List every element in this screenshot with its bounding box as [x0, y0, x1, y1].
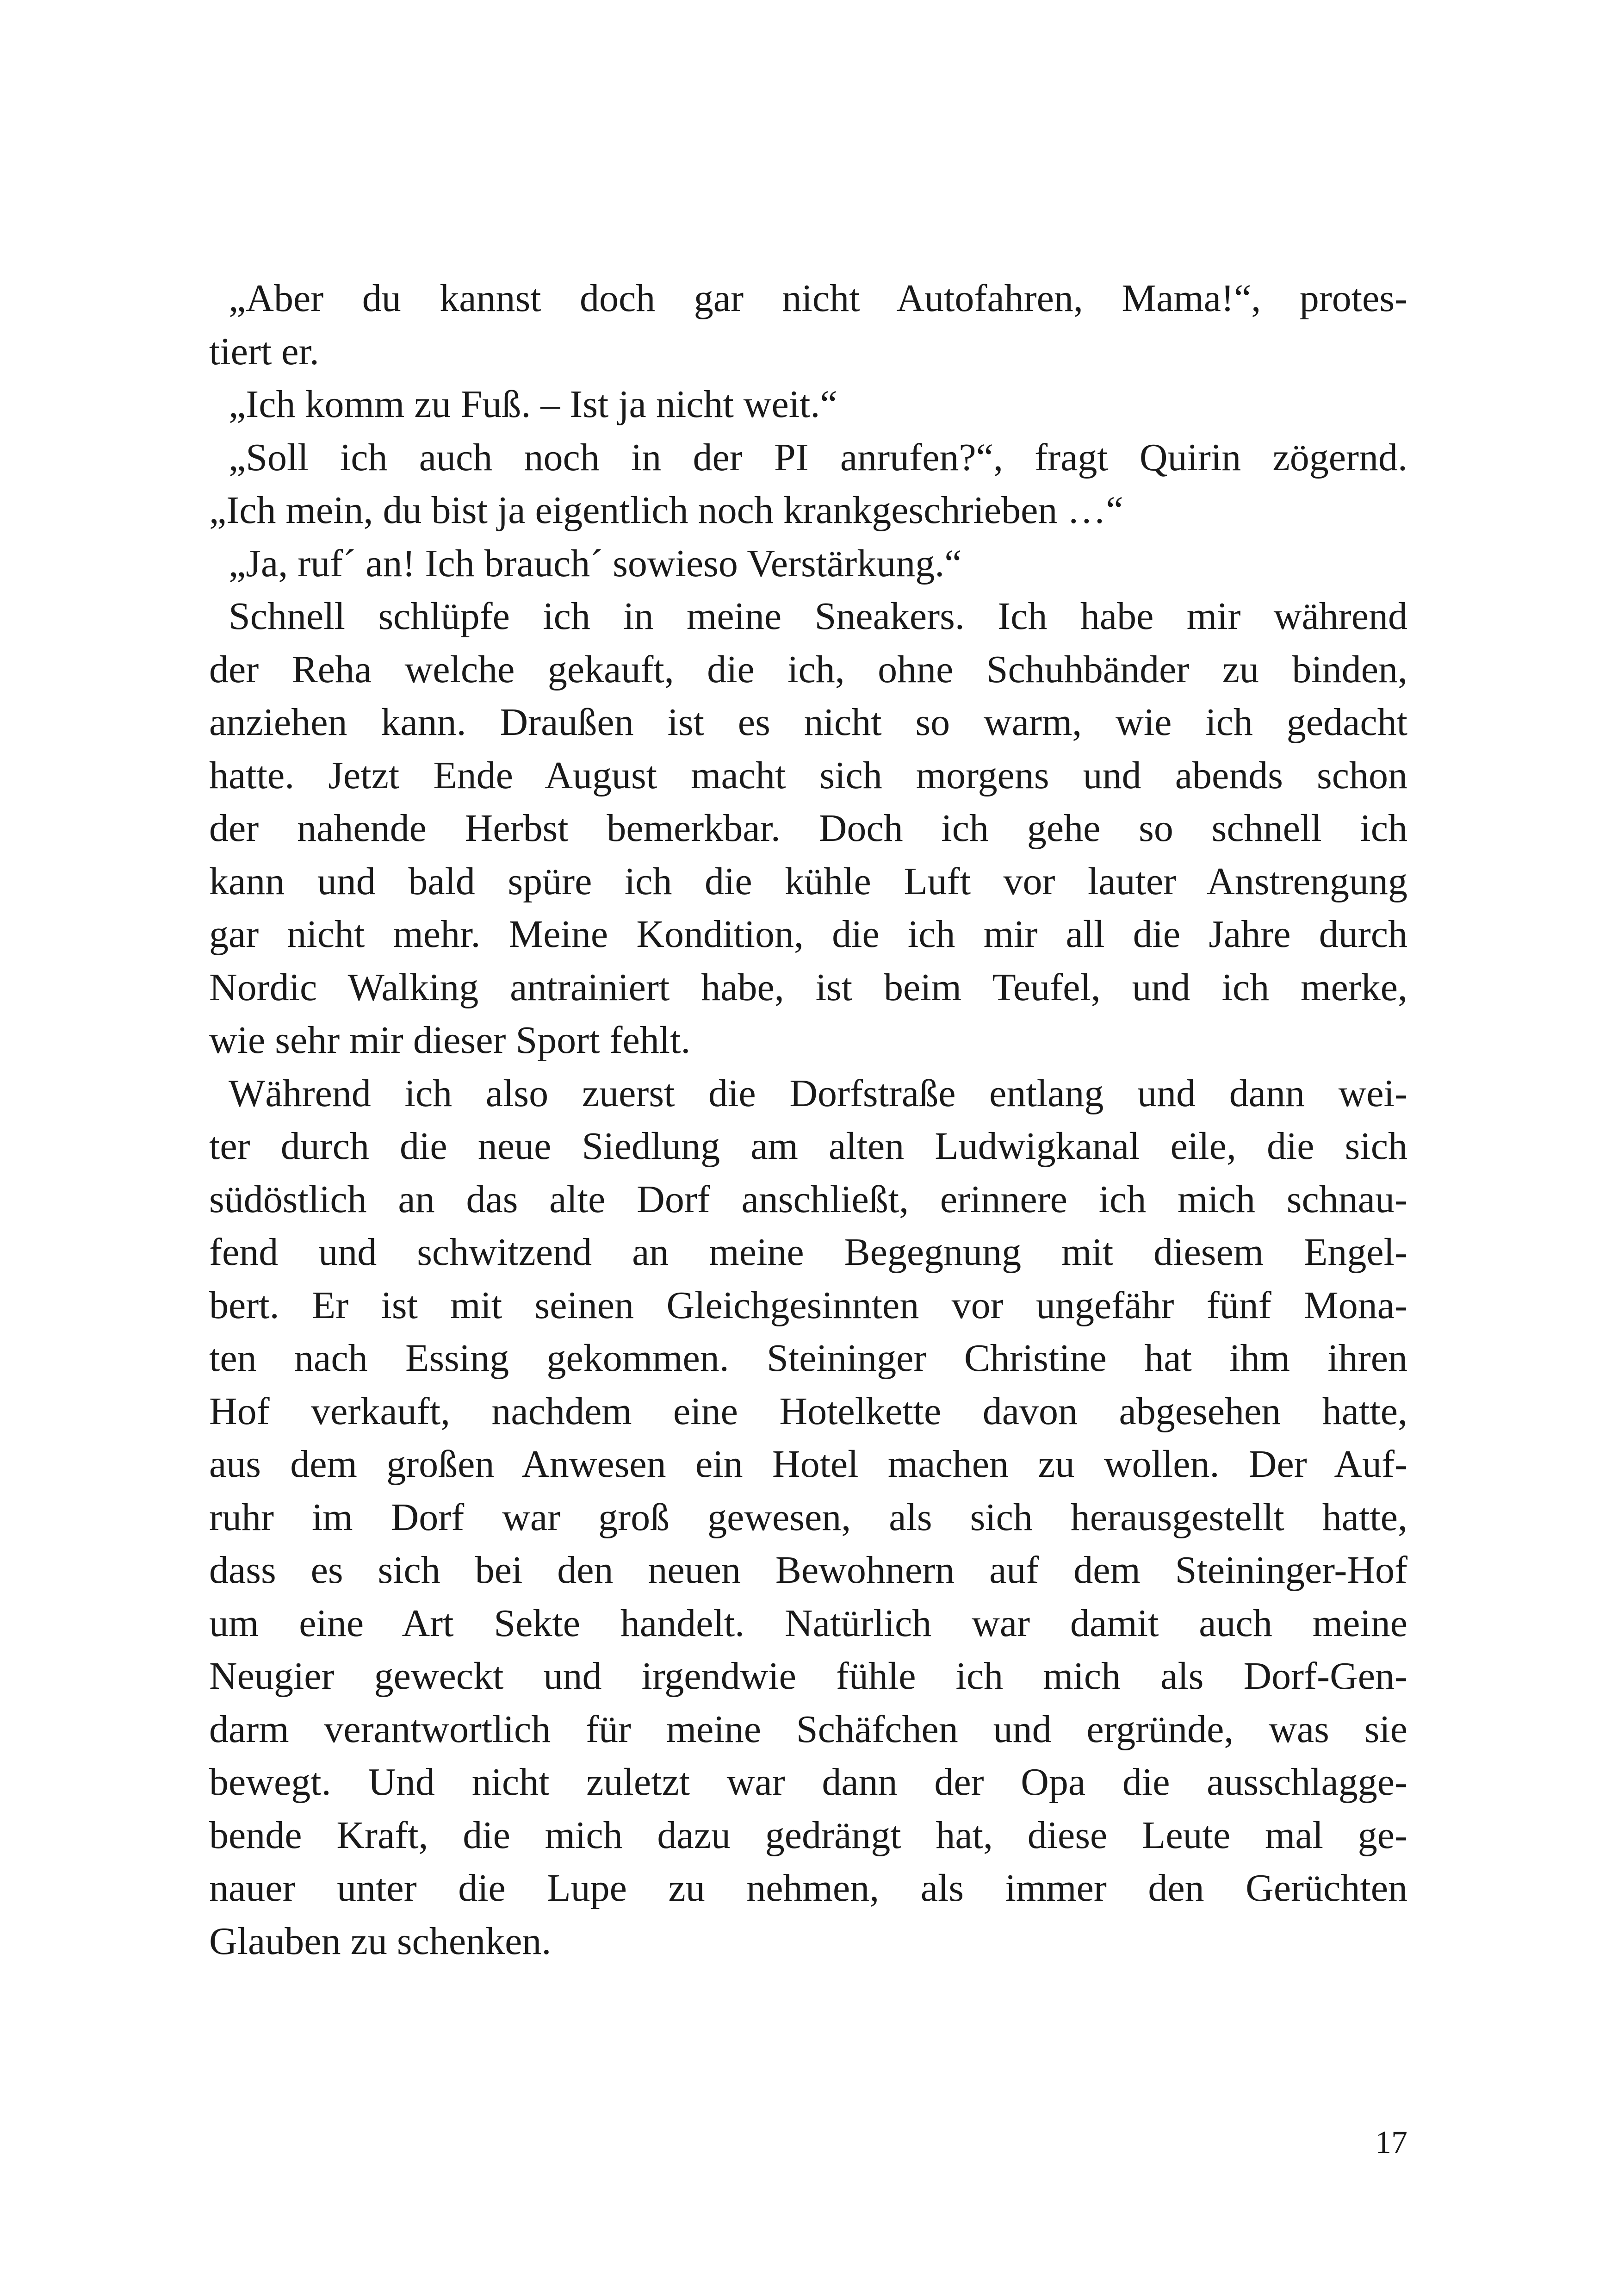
text-line: um eine Art Sekte handelt. Natürlich war damit auch meine [209, 1601, 1407, 1645]
text-line: südöstlich an das alte Dorf anschließt, erinnere ich mich schnau- [209, 1177, 1407, 1221]
text-line: bende Kraft, die mich dazu gedrängt hat, diese Leute mal ge- [209, 1813, 1407, 1857]
text-line: Während ich also zuerst die Dorfstraße entlang und dann wei- [229, 1071, 1407, 1115]
text-line: der Reha welche gekauft, die ich, ohne Schuhbänder zu binden, [209, 647, 1407, 691]
text-line: gar nicht mehr. Meine Kondition, die ich mir all die Jahre durch [209, 913, 1407, 956]
text-line: „Ja, ruf´ an! Ich brauch´ sowieso Verstärkung.“ [229, 541, 962, 585]
page-number: 17 [1375, 2125, 1407, 2160]
text-line: Nordic Walking antrainiert habe, ist beim Teufel, und ich merke, [209, 965, 1407, 1009]
text-line: kann und bald spüre ich die kühle Luft vor lauter Anstrengung [209, 859, 1407, 903]
text-line: aus dem großen Anwesen ein Hotel machen zu wollen. Der Auf- [209, 1443, 1407, 1486]
text-line: ruhr im Dorf war groß gewesen, als sich herausgestellt hatte, [209, 1495, 1407, 1539]
text-line: tiert er. [209, 330, 319, 373]
text-line: wie sehr mir dieser Sport fehlt. [209, 1019, 691, 1062]
text-line: „Ich komm zu Fuß. – Ist ja nicht weit.“ [229, 383, 837, 426]
text-line: Glauben zu schenken. [209, 1919, 552, 1963]
text-line: ten nach Essing gekommen. Steininger Christine hat ihm ihren [209, 1337, 1407, 1380]
body-text [209, 272, 1407, 1968]
text-line: ter durch die neue Siedlung am alten Ludwigkanal eile, die sich [209, 1125, 1407, 1168]
text-line: nauer unter die Lupe zu nehmen, als immer den Gerüchten [209, 1867, 1407, 1910]
text-line: anziehen kann. Draußen ist es nicht so warm, wie ich gedacht [209, 701, 1407, 744]
text-line: fend und schwitzend an meine Begegnung mit diesem Engel- [209, 1231, 1407, 1274]
text-line: bewegt. Und nicht zuletzt war dann der Opa die ausschlagge- [209, 1761, 1407, 1804]
text-line: der nahende Herbst bemerkbar. Doch ich gehe so schnell ich [209, 807, 1407, 850]
text-line: hatte. Jetzt Ende August macht sich morgens und abends schon [209, 753, 1407, 797]
text-line: dass es sich bei den neuen Bewohnern auf dem Steininger-Hof [209, 1549, 1407, 1592]
text-line: bert. Er ist mit seinen Gleichgesinnten vor ungefähr fünf Mona- [209, 1283, 1407, 1327]
text-line: Schnell schlüpfe ich in meine Sneakers. Ich habe mir während [229, 595, 1407, 638]
text-line: Hof verkauft, nachdem eine Hotelkette davon abgesehen hatte, [209, 1389, 1407, 1433]
text-line: darm verantwortlich für meine Schäfchen und ergründe, was sie [209, 1707, 1407, 1751]
text-line: „Aber du kannst doch gar nicht Autofahren, Mama!“, protes- [229, 277, 1407, 320]
text-line: „Soll ich auch noch in der PI anrufen?“, fragt Quirin zögernd. [229, 436, 1407, 479]
text-line: Neugier geweckt und irgendwie fühle ich mich als Dorf-Gen- [209, 1655, 1407, 1698]
text-line: „Ich mein, du bist ja eigentlich noch krankgeschrieben …“ [209, 489, 1123, 532]
